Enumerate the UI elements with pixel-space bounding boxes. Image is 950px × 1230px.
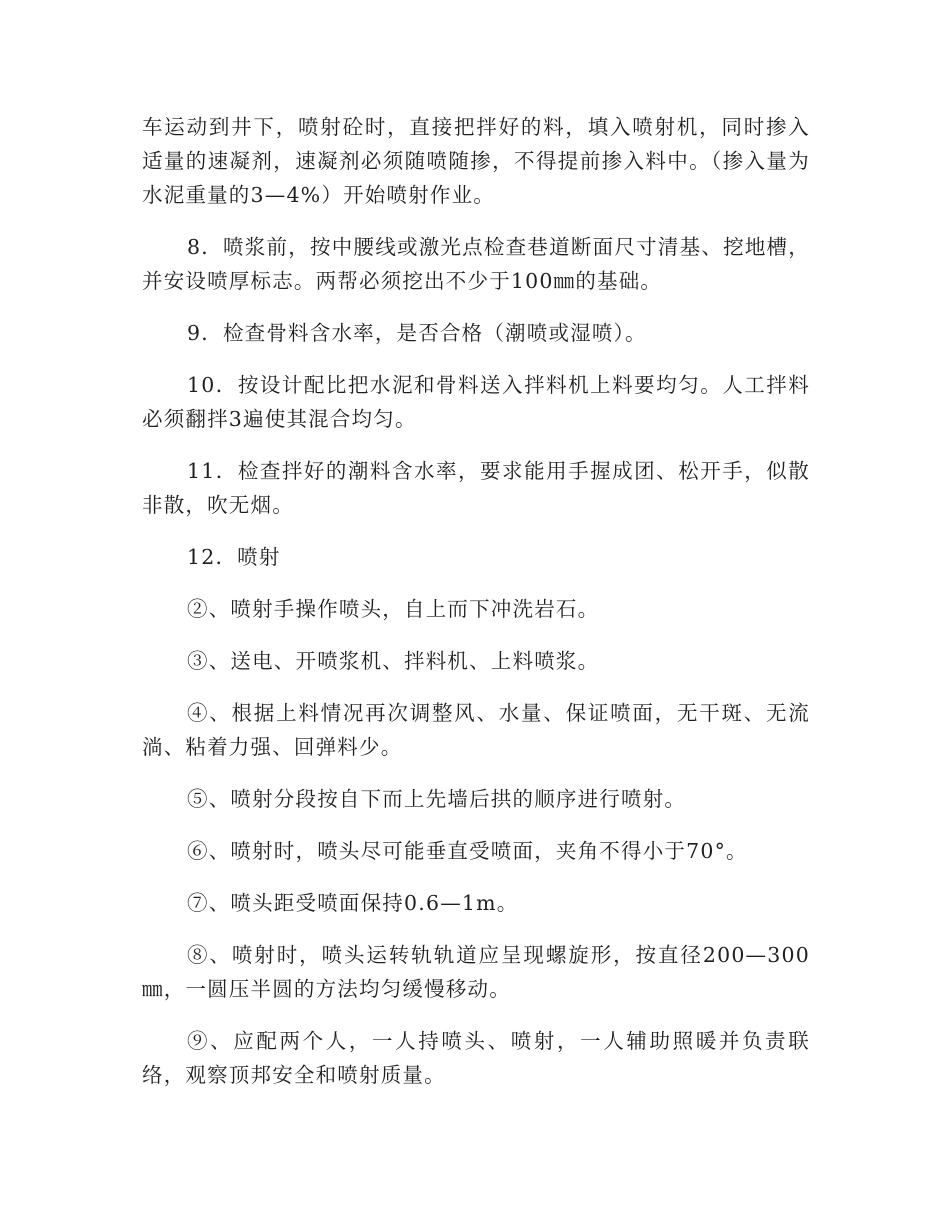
document-body (142, 110, 810, 1110)
paragraph-substep-7: ⑦、喷头距受喷面保持0.6—1m。 (187, 891, 519, 915)
paragraph-substep-6: ⑥、喷射时，喷头尽可能垂直受喷面，夹角不得小于70°。 (187, 839, 748, 863)
paragraph-substep-3: ③、送电、开喷浆机、拌料机、上料喷浆。 (187, 649, 600, 673)
paragraph-substep-8: ⑧、喷射时，喷头运转轨轨道应呈现螺旋形，按直径200—300㎜，一圆压半圆的方法均匀缓慢移动。 (142, 943, 810, 1001)
paragraph-substep-5: ⑤、喷射分段按自下而上先墙后拱的顺序进行喷射。 (187, 787, 687, 811)
paragraph-step-10: 10．按设计配比把水泥和骨料送入拌料机上料要均匀。人工拌料必须翻拌3遍使其混合均匀。 (142, 373, 810, 431)
paragraph-continuation: 车运动到井下，喷射砼时，直接把拌好的料，填入喷射机，同时掺入适量的速凝剂，速凝剂必须随喷随掺，不得提前掺入料中。（掺入量为水泥重量的3—4%）开始喷射作业。 (142, 115, 810, 207)
paragraph-substep-4: ④、根据上料情况再次调整风、水量、保证喷面，无干斑、无流淌、粘着力强、回弹料少。 (142, 701, 810, 759)
paragraph-step-9: 9．检查骨料含水率，是否合格（潮喷或湿喷）。 (187, 321, 647, 345)
paragraph-substep-9: ⑨、应配两个人，一人持喷头、喷射，一人辅助照暖并负责联络，观察顶邦安全和喷射质量。 (142, 1029, 810, 1087)
paragraph-step-8: 8．喷浆前，按中腰线或激光点检查巷道断面尺寸清基、挖地槽，并安设喷厚标志。两帮必须挖出不少于100㎜的基础。 (142, 235, 810, 293)
paragraph-step-12: 12．喷射 (187, 545, 281, 569)
paragraph-substep-2: ②、喷射手操作喷头，自上而下冲洗岩石。 (187, 597, 600, 621)
paragraph-step-11: 11．检查拌好的潮料含水率，要求能用手握成团、松开手，似散非散，吹无烟。 (142, 459, 810, 517)
